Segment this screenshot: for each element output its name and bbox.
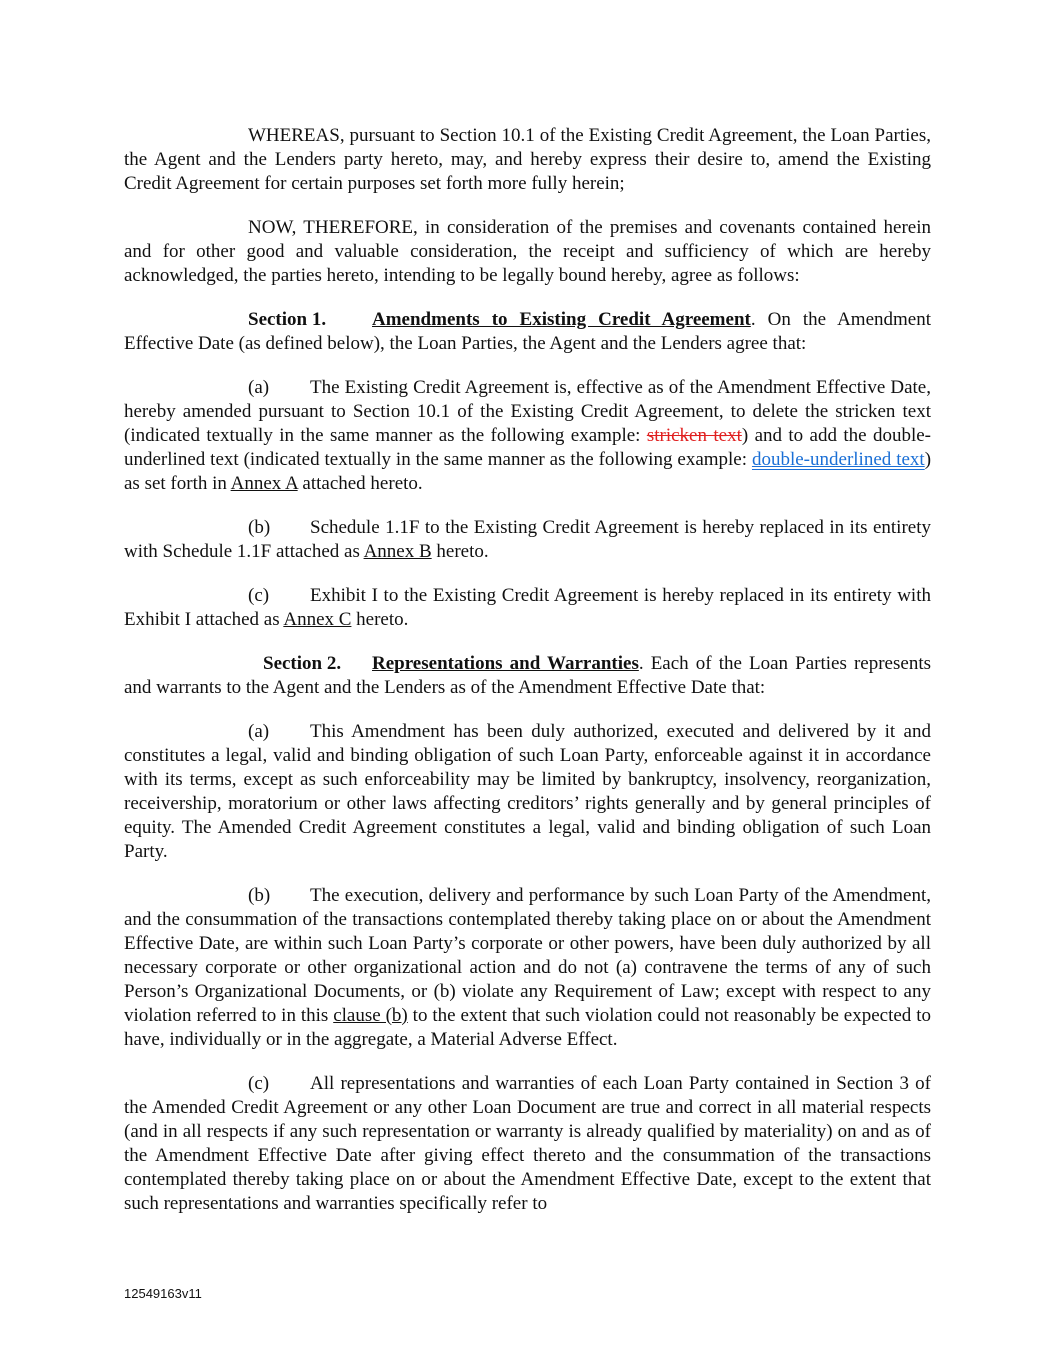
section-1a-paragraph	[124, 376, 931, 496]
section-2c-paragraph	[124, 1072, 931, 1216]
section-2c-label: (c)	[248, 1073, 270, 1094]
section-2a-label: (a)	[248, 721, 270, 742]
section-1-title: Amendments to Existing Credit Agreement	[372, 309, 751, 330]
section-2c-text: All representations and warranties of each Loan Party contained in Section 3 of the Amended Credit Agreement or any other Loan Document are true and correct in all material respects (and in all respects if any such representation or warranty is already qualified by materiality) on and as of the Amendment Effective Date after giving effect thereto and the consummation of the transactions contemplated thereby taking place on or about the Amendment Effective Date, except to the extent that such representations and warranties specifically refer to	[124, 1073, 931, 1214]
annex-b-reference: Annex B	[363, 541, 432, 562]
section-1c-label: (c)	[248, 585, 270, 606]
section-2-number: Section 2.	[263, 653, 342, 674]
annex-c-reference: Annex C	[283, 609, 352, 630]
section-1a-label: (a)	[248, 377, 270, 398]
section-1c-paragraph	[124, 584, 931, 632]
section-1c-text-2: hereto.	[351, 609, 409, 630]
section-1a-text-3: ) as set forth in	[124, 449, 932, 494]
section-1a-text-1: The Existing Credit Agreement is, effective as of the Amendment Effective Date, hereby amended pursuant to Section 10.1 of the Existing Credit Agreement, to delete the stricken text (indicated textually in the same manner as the following example:	[124, 377, 931, 446]
whereas-paragraph: WHEREAS, pursuant to Section 10.1 of the Existing Credit Agreement, the Loan Parties, the Agent and the Lenders party hereto, may, and hereby express their desire to, amend the Existing Credit Agreement for certain purposes set forth more fully herein;	[124, 125, 931, 194]
section-1a-text-4: attached hereto.	[297, 473, 423, 494]
section-2a-paragraph	[124, 720, 931, 864]
section-2-title: Representations and Warranties	[372, 653, 639, 674]
annex-a-reference: Annex A	[230, 473, 298, 494]
section-2b-paragraph	[124, 884, 931, 1052]
section-2-intro: . Each of the Loan Parties represents and warrants to the Agent and the Lenders as of the Amendment Effective Date that:	[124, 653, 931, 698]
stricken-text-example: stricken text	[646, 425, 742, 446]
section-1-number: Section 1.	[248, 309, 327, 330]
section-1b-paragraph	[124, 516, 931, 564]
section-2b-text-1: The execution, delivery and performance by such Loan Party of the Amendment, and the consummation of the transactions contemplated thereby taking place on or about the Amendment Effective Date, are within such Loan Party’s corporate or other powers, have been duly authorized by all necessary corporate or other organizational action and do not (a) contravene the terms of any of such Person’s Organizational Documents, or (b) violate any Requirement of Law; except with respect to any violation referred to in this	[124, 885, 931, 1026]
section-1b-text-1: Schedule 1.1F to the Existing Credit Agreement is hereby replaced in its entirety with Schedule 1.1F attached as	[124, 517, 931, 562]
now-therefore-paragraph: NOW, THEREFORE, in consideration of the premises and covenants contained herein and for other good and valuable consideration, the receipt and sufficiency of which are hereby acknowledged, the parties hereto, intending to be legally bound hereby, agree as follows:	[124, 217, 931, 286]
section-1b-text-2: hereto.	[431, 541, 489, 562]
section-1a-text-2: ) and to add the double-underlined text (indicated textually in the same manner as the following example:	[124, 425, 931, 470]
section-2a-text: This Amendment has been duly authorized, executed and delivered by it and constitutes a legal, valid and binding obligation of such Loan Party, enforceable against it in accordance with its terms, except as such enforceability may be limited by bankruptcy, insolvency, reorganization, receivership, moratorium or other laws affecting creditors’ rights generally and by general principles of equity. The Amended Credit Agreement constitutes a legal, valid and binding obligation of such Loan Party.	[124, 721, 931, 862]
section-1-intro: . On the Amendment Effective Date (as defined below), the Loan Parties, the Agent and the Lenders agree that:	[124, 309, 931, 354]
section-1c-text-1: Exhibit I to the Existing Credit Agreement is hereby replaced in its entirety with Exhibit I attached as	[124, 585, 931, 630]
double-underlined-text-example: double-underlined text	[751, 449, 925, 470]
section-2b-label: (b)	[248, 885, 271, 906]
document-id-footer: 12549163v11	[124, 1286, 202, 1301]
document-page	[124, 124, 931, 1236]
section-2b-text-2: to the extent that such violation could not reasonably be expected to have, individually or in the aggregate, a Material Adverse Effect.	[124, 1005, 931, 1050]
clause-b-reference: clause (b)	[333, 1005, 408, 1026]
section-2-paragraph	[124, 652, 931, 700]
section-1b-label: (b)	[248, 517, 271, 538]
section-1-paragraph	[124, 308, 931, 356]
